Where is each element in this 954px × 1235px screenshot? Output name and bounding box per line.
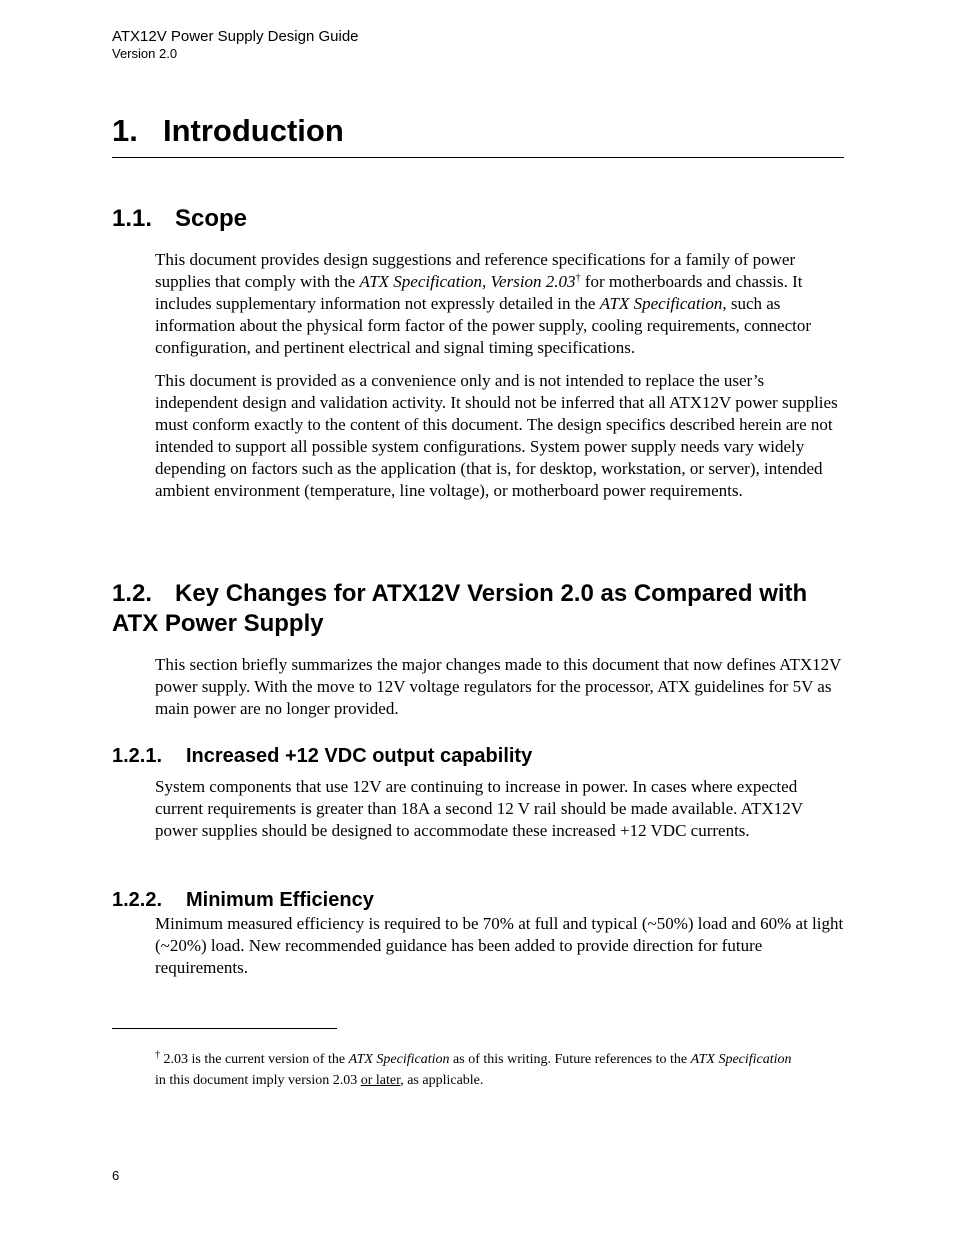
chapter-title: Introduction [163,113,344,148]
increased-12vdc-paragraph: System components that use 12V are continuing to increase in power. In cases where expected current requirements is greater than 18A a second 12 V rail should be made available. ATX12V power supplies should be designed to accommodate these increased +12 VDC currents. [155,777,803,840]
section-title-line-1: Key Changes for ATX12V Version 2.0 as Compared with [175,580,808,607]
header-version: Version 2.0 [112,46,178,61]
footnote-separator [112,1028,337,1029]
page-number: 6 [112,1168,120,1183]
dagger-mark: † [575,272,581,284]
scope-body [155,249,845,513]
section-number: 1.1. [112,205,153,232]
minimum-efficiency-body [155,913,845,990]
section-title-line-2: ATX Power Supply [112,610,324,637]
key-changes-paragraph: This section briefly summarizes the major changes made to this document that now defines ATX12V power supply. With the move to 12V voltage regulators for the processor, ATX guidelines for 5V as main power are no longer provided. [155,655,842,718]
heading-scope [112,204,852,234]
scope-paragraph-2: This document is provided as a convenience only and is not intended to replace the user’s independent design and validation activity. It should not be inferred that all ATX12V power supplies must conform exactly to the content of this document. The design specifics described herein are not intended to support all possible system configurations. System power supply needs vary widely depending on factors such as the application (that is, for desktop, workstation, or server), intended ambient environment (temperature, line voltage), or motherboard power requirements. [155,371,838,500]
scope-paragraph-1: This document provides design suggestions and reference specifications for a family of power supplies that comply with the ATX Specification, Version 2.03† for motherboards and chassis. It includes supplementary information not expressly detailed in the ATX Specification, such as information about the physical form factor of the power supply, cooling requirements, connector configuration, and pertinent electrical and signal timing specifications. [155,250,812,357]
increased-12vdc-body [155,776,845,853]
running-header [112,28,359,62]
subsection-number: 1.2.2. [112,889,163,911]
heading-increased-12vdc [112,744,532,768]
minimum-efficiency-paragraph: Minimum measured efficiency is required to be 70% at full and typical (~50%) load and 60% at light (~20%) load. New recommended guidance has been added to provide direction for future requirements. [155,914,844,977]
heading-minimum-efficiency [112,888,374,912]
chapter-number: 1. [112,113,138,148]
subsection-title: Minimum Efficiency [186,889,374,911]
key-changes-body [155,654,845,731]
section-title: Scope [175,205,248,232]
footnote-dagger: † [155,1049,160,1061]
footnote: † 2.03 is the current version of the ATX Specification as of this writing. Future references to the ATX Specification in this document imply version 2.03 or later, as applicable. [155,1049,792,1088]
header-title: ATX12V Power Supply Design Guide [112,28,359,45]
subsection-number: 1.2.1. [112,745,163,767]
subsection-title: Increased +12 VDC output capability [186,745,533,767]
heading-key-changes [112,579,852,639]
chapter-heading [112,112,844,158]
section-number: 1.2. [112,580,153,607]
